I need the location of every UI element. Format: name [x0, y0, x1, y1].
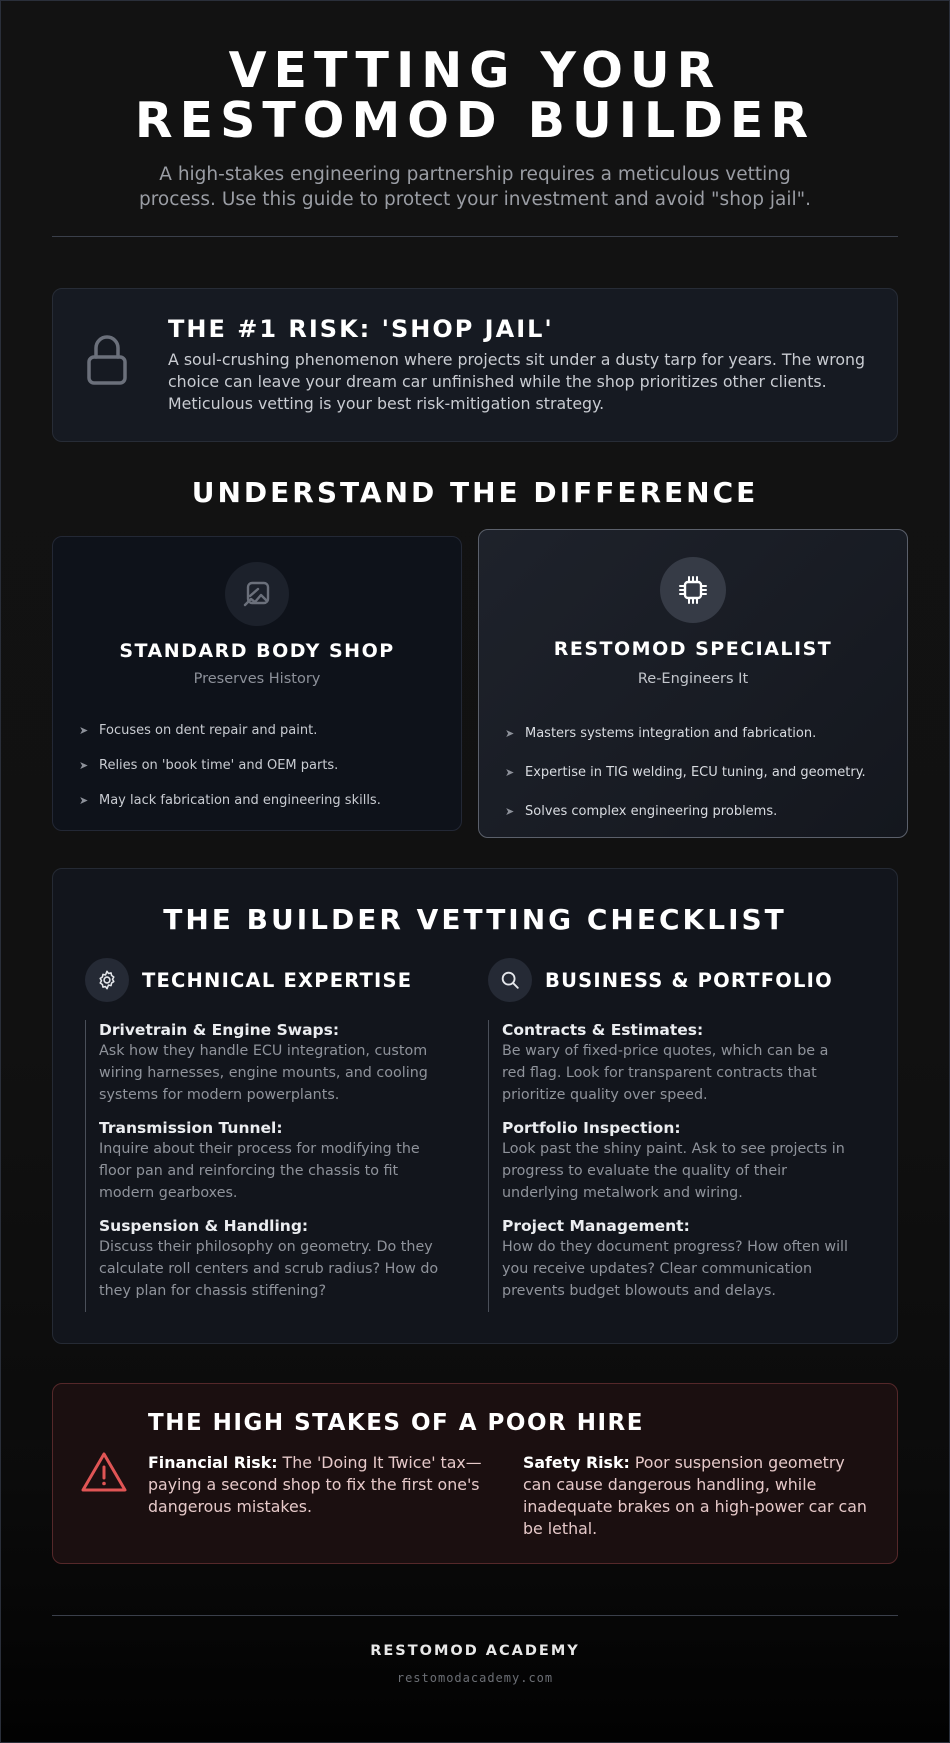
technical-expertise-items — [85, 1020, 445, 1312]
financial-risk-label: Financial Risk: — [148, 1453, 278, 1472]
list-item: ➤ Solves complex engineering problems. — [505, 804, 778, 819]
arrow-icon: ➤ — [79, 794, 89, 807]
safety-risk-text: Safety Risk: Poor suspension geometry can cause dangerous handling, while inadequate brakes on a high-power car can be lethal. — [523, 1453, 867, 1538]
technical-expertise-column — [85, 957, 465, 1312]
gear-icon — [85, 958, 129, 1002]
chip-icon — [660, 557, 726, 623]
arrow-icon: ➤ — [79, 759, 89, 772]
arrow-icon: ➤ — [505, 727, 515, 740]
safety-risk-label: Safety Risk: — [523, 1453, 630, 1472]
lock-icon — [83, 333, 131, 389]
business-portfolio-items — [488, 1020, 848, 1312]
checklist-item: Drivetrain & Engine Swaps: Ask how they handle ECU integration, custom wiring harnesses, engine mounts, and cooling systems for modern powerplants. — [99, 1021, 428, 1103]
business-portfolio-title: BUSINESS & PORTFOLIO — [545, 968, 833, 992]
footer-brand: RESTOMOD ACADEMY — [370, 1643, 580, 1659]
list-item: ➤ Relies on 'book time' and OEM parts. — [79, 758, 339, 773]
standard-shop-title: STANDARD BODY SHOP — [119, 640, 395, 662]
standard-shop-points — [79, 713, 381, 818]
stakes-title: THE HIGH STAKES OF A POOR HIRE — [148, 1410, 644, 1436]
page-subtitle: A high-stakes engineering partnership requires a meticulous vetting process. Use this guide to protect your investment and avoid "shop jail". — [138, 164, 812, 210]
checklist-item: Suspension & Handling: Discuss their philosophy on geometry. Do they calculate roll centers and scrub radius? How do they plan for chassis stiffening? — [99, 1217, 439, 1299]
business-portfolio-column — [488, 957, 868, 1312]
standard-body-shop-card — [52, 536, 462, 831]
technical-expertise-title: TECHNICAL EXPERTISE — [142, 968, 413, 992]
specialist-points — [505, 714, 866, 831]
header-divider — [52, 236, 898, 237]
shop-jail-risk-card — [52, 288, 898, 442]
spray-paint-icon — [225, 562, 289, 626]
checklist-item: Contracts & Estimates: Be wary of fixed-price quotes, which can be a red flag. Look for transparent contracts that prioritize quality over speed. — [502, 1021, 829, 1103]
warning-icon — [80, 1450, 128, 1494]
footer-divider — [52, 1615, 898, 1616]
difference-section-title: UNDERSTAND THE DIFFERENCE — [191, 476, 759, 509]
high-stakes-card — [52, 1383, 898, 1564]
risk-title: THE #1 RISK: 'SHOP JAIL' — [168, 315, 554, 343]
list-item: ➤ Masters systems integration and fabrication. — [505, 726, 817, 741]
page-header — [0, 42, 950, 212]
checklist-item: Project Management: How do they document progress? How often will you receive updates? Clear communication prevents budget blowouts and delays. — [502, 1217, 848, 1299]
financial-risk-text: Financial Risk: The 'Doing It Twice' tax—paying a second shop to fix the first one's dangerous mistakes. — [148, 1453, 482, 1516]
checklist-item: Transmission Tunnel: Inquire about their process for modifying the floor pan and reinforcing the chassis to fit modern gearboxes. — [99, 1119, 420, 1201]
search-icon — [488, 958, 532, 1002]
list-item: ➤ Focuses on dent repair and paint. — [79, 723, 318, 738]
footer-url: restomodacademy.com — [396, 1671, 554, 1685]
list-item: ➤ May lack fabrication and engineering skills. — [79, 793, 381, 808]
specialist-title: RESTOMOD SPECIALIST — [553, 638, 833, 660]
checklist-item: Portfolio Inspection: Look past the shiny paint. Ask to see projects in progress to evaluate the quality of their underlying metalwork and wiring. — [502, 1119, 845, 1201]
vetting-checklist-card — [52, 868, 898, 1344]
page-title: VETTING YOUR RESTOMOD BUILDER — [134, 42, 816, 149]
technical-expertise-header — [85, 957, 465, 1003]
specialist-subtitle: Re-Engineers It — [637, 671, 749, 687]
checklist-title: THE BUILDER VETTING CHECKLIST — [163, 903, 787, 936]
restomod-specialist-card — [478, 529, 908, 838]
business-portfolio-header — [488, 957, 868, 1003]
list-item: ➤ Expertise in TIG welding, ECU tuning, and geometry. — [505, 765, 866, 780]
risk-description: A soul-crushing phenomenon where projects sit under a dusty tarp for years. The wrong choice can leave your dream car unfinished while the shop prioritizes other clients. Meticulous vetting is your best risk-mitigation strategy. — [168, 350, 866, 413]
arrow-icon: ➤ — [505, 805, 515, 818]
arrow-icon: ➤ — [79, 724, 89, 737]
standard-shop-subtitle: Preserves History — [193, 671, 321, 687]
arrow-icon: ➤ — [505, 766, 515, 779]
